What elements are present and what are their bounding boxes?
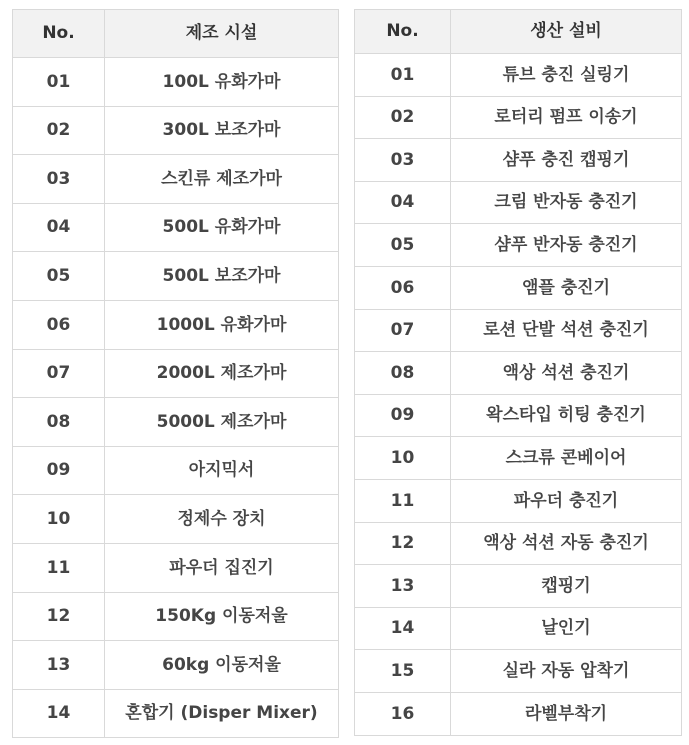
table-row	[13, 300, 339, 349]
table-row	[355, 352, 682, 395]
row-number: 14	[355, 607, 451, 650]
equipment-name: 샴푸 충진 캡핑기	[451, 139, 682, 182]
row-number: 11	[355, 479, 451, 522]
row-number: 15	[355, 650, 451, 693]
facility-name: 아지믹서	[105, 446, 339, 495]
equipment-name: 실라 자동 압착기	[451, 650, 682, 693]
facility-name: 5000L 제조가마	[105, 398, 339, 447]
row-number: 08	[355, 352, 451, 395]
row-number: 03	[355, 139, 451, 182]
equipment-name: 로터리 펌프 이송기	[451, 96, 682, 139]
table-row	[13, 446, 339, 495]
facility-name: 정제수 장치	[105, 495, 339, 544]
table-row	[13, 689, 339, 738]
equipment-name: 스크류 콘베이어	[451, 437, 682, 480]
facility-name: 300L 보조가마	[105, 106, 339, 155]
production-equipment-table	[354, 9, 682, 736]
equipment-name: 로션 단발 석션 충진기	[451, 309, 682, 352]
facility-name: 1000L 유화가마	[105, 300, 339, 349]
header-no: No.	[355, 10, 451, 54]
table-row	[13, 543, 339, 592]
row-number: 03	[13, 155, 105, 204]
header-equipment: 생산 설비	[451, 10, 682, 54]
equipment-name: 캡핑기	[451, 565, 682, 608]
table-row	[13, 155, 339, 204]
table-row	[13, 349, 339, 398]
equipment-name: 라벨부착기	[451, 692, 682, 735]
table-row	[13, 592, 339, 641]
row-number: 12	[13, 592, 105, 641]
facility-name: 500L 유화가마	[105, 203, 339, 252]
table-row	[355, 692, 682, 735]
row-number: 10	[13, 495, 105, 544]
row-number: 11	[13, 543, 105, 592]
table-row	[355, 607, 682, 650]
facility-name: 150Kg 이동저울	[105, 592, 339, 641]
facility-name: 60kg 이동저울	[105, 641, 339, 690]
header-no: No.	[13, 10, 105, 58]
equipment-name: 액상 석션 자동 충진기	[451, 522, 682, 565]
row-number: 08	[13, 398, 105, 447]
row-number: 14	[13, 689, 105, 738]
row-number: 01	[355, 54, 451, 97]
facility-name: 스킨류 제조가마	[105, 155, 339, 204]
table-row	[13, 106, 339, 155]
row-number: 12	[355, 522, 451, 565]
table-row	[355, 650, 682, 693]
facility-name: 500L 보조가마	[105, 252, 339, 301]
table-row	[355, 309, 682, 352]
equipment-name: 튜브 충진 실링기	[451, 54, 682, 97]
row-number: 02	[13, 106, 105, 155]
equipment-name: 크림 반자동 충진기	[451, 181, 682, 224]
table-row	[355, 565, 682, 608]
row-number: 09	[13, 446, 105, 495]
row-number: 05	[355, 224, 451, 267]
table-row	[355, 96, 682, 139]
equipment-name: 왁스타입 히팅 충진기	[451, 394, 682, 437]
equipment-name: 앰플 충진기	[451, 266, 682, 309]
row-number: 09	[355, 394, 451, 437]
facility-name: 혼합기 (Disper Mixer)	[105, 689, 339, 738]
table-row	[355, 479, 682, 522]
table-row	[13, 398, 339, 447]
table-row	[355, 394, 682, 437]
row-number: 07	[355, 309, 451, 352]
table-row	[355, 181, 682, 224]
row-number: 01	[13, 58, 105, 107]
row-number: 05	[13, 252, 105, 301]
equipment-name: 파우더 충진기	[451, 479, 682, 522]
equipment-name: 액상 석션 충진기	[451, 352, 682, 395]
table-row	[355, 224, 682, 267]
equipment-name: 샴푸 반자동 충진기	[451, 224, 682, 267]
table-row	[13, 641, 339, 690]
row-number: 02	[355, 96, 451, 139]
table-row	[13, 203, 339, 252]
row-number: 06	[355, 266, 451, 309]
table-row	[355, 522, 682, 565]
row-number: 13	[13, 641, 105, 690]
row-number: 04	[13, 203, 105, 252]
equipment-name: 날인기	[451, 607, 682, 650]
table-row	[355, 437, 682, 480]
table-row	[355, 266, 682, 309]
facility-name: 2000L 제조가마	[105, 349, 339, 398]
table-row	[355, 54, 682, 97]
manufacturing-facilities-table	[12, 9, 339, 738]
table-row	[13, 252, 339, 301]
table-header-row	[13, 10, 339, 58]
facility-name: 100L 유화가마	[105, 58, 339, 107]
row-number: 07	[13, 349, 105, 398]
row-number: 16	[355, 692, 451, 735]
facility-name: 파우더 집진기	[105, 543, 339, 592]
table-row	[355, 139, 682, 182]
row-number: 13	[355, 565, 451, 608]
table-row	[13, 58, 339, 107]
row-number: 06	[13, 300, 105, 349]
header-facility: 제조 시설	[105, 10, 339, 58]
table-header-row	[355, 10, 682, 54]
table-row	[13, 495, 339, 544]
row-number: 10	[355, 437, 451, 480]
row-number: 04	[355, 181, 451, 224]
